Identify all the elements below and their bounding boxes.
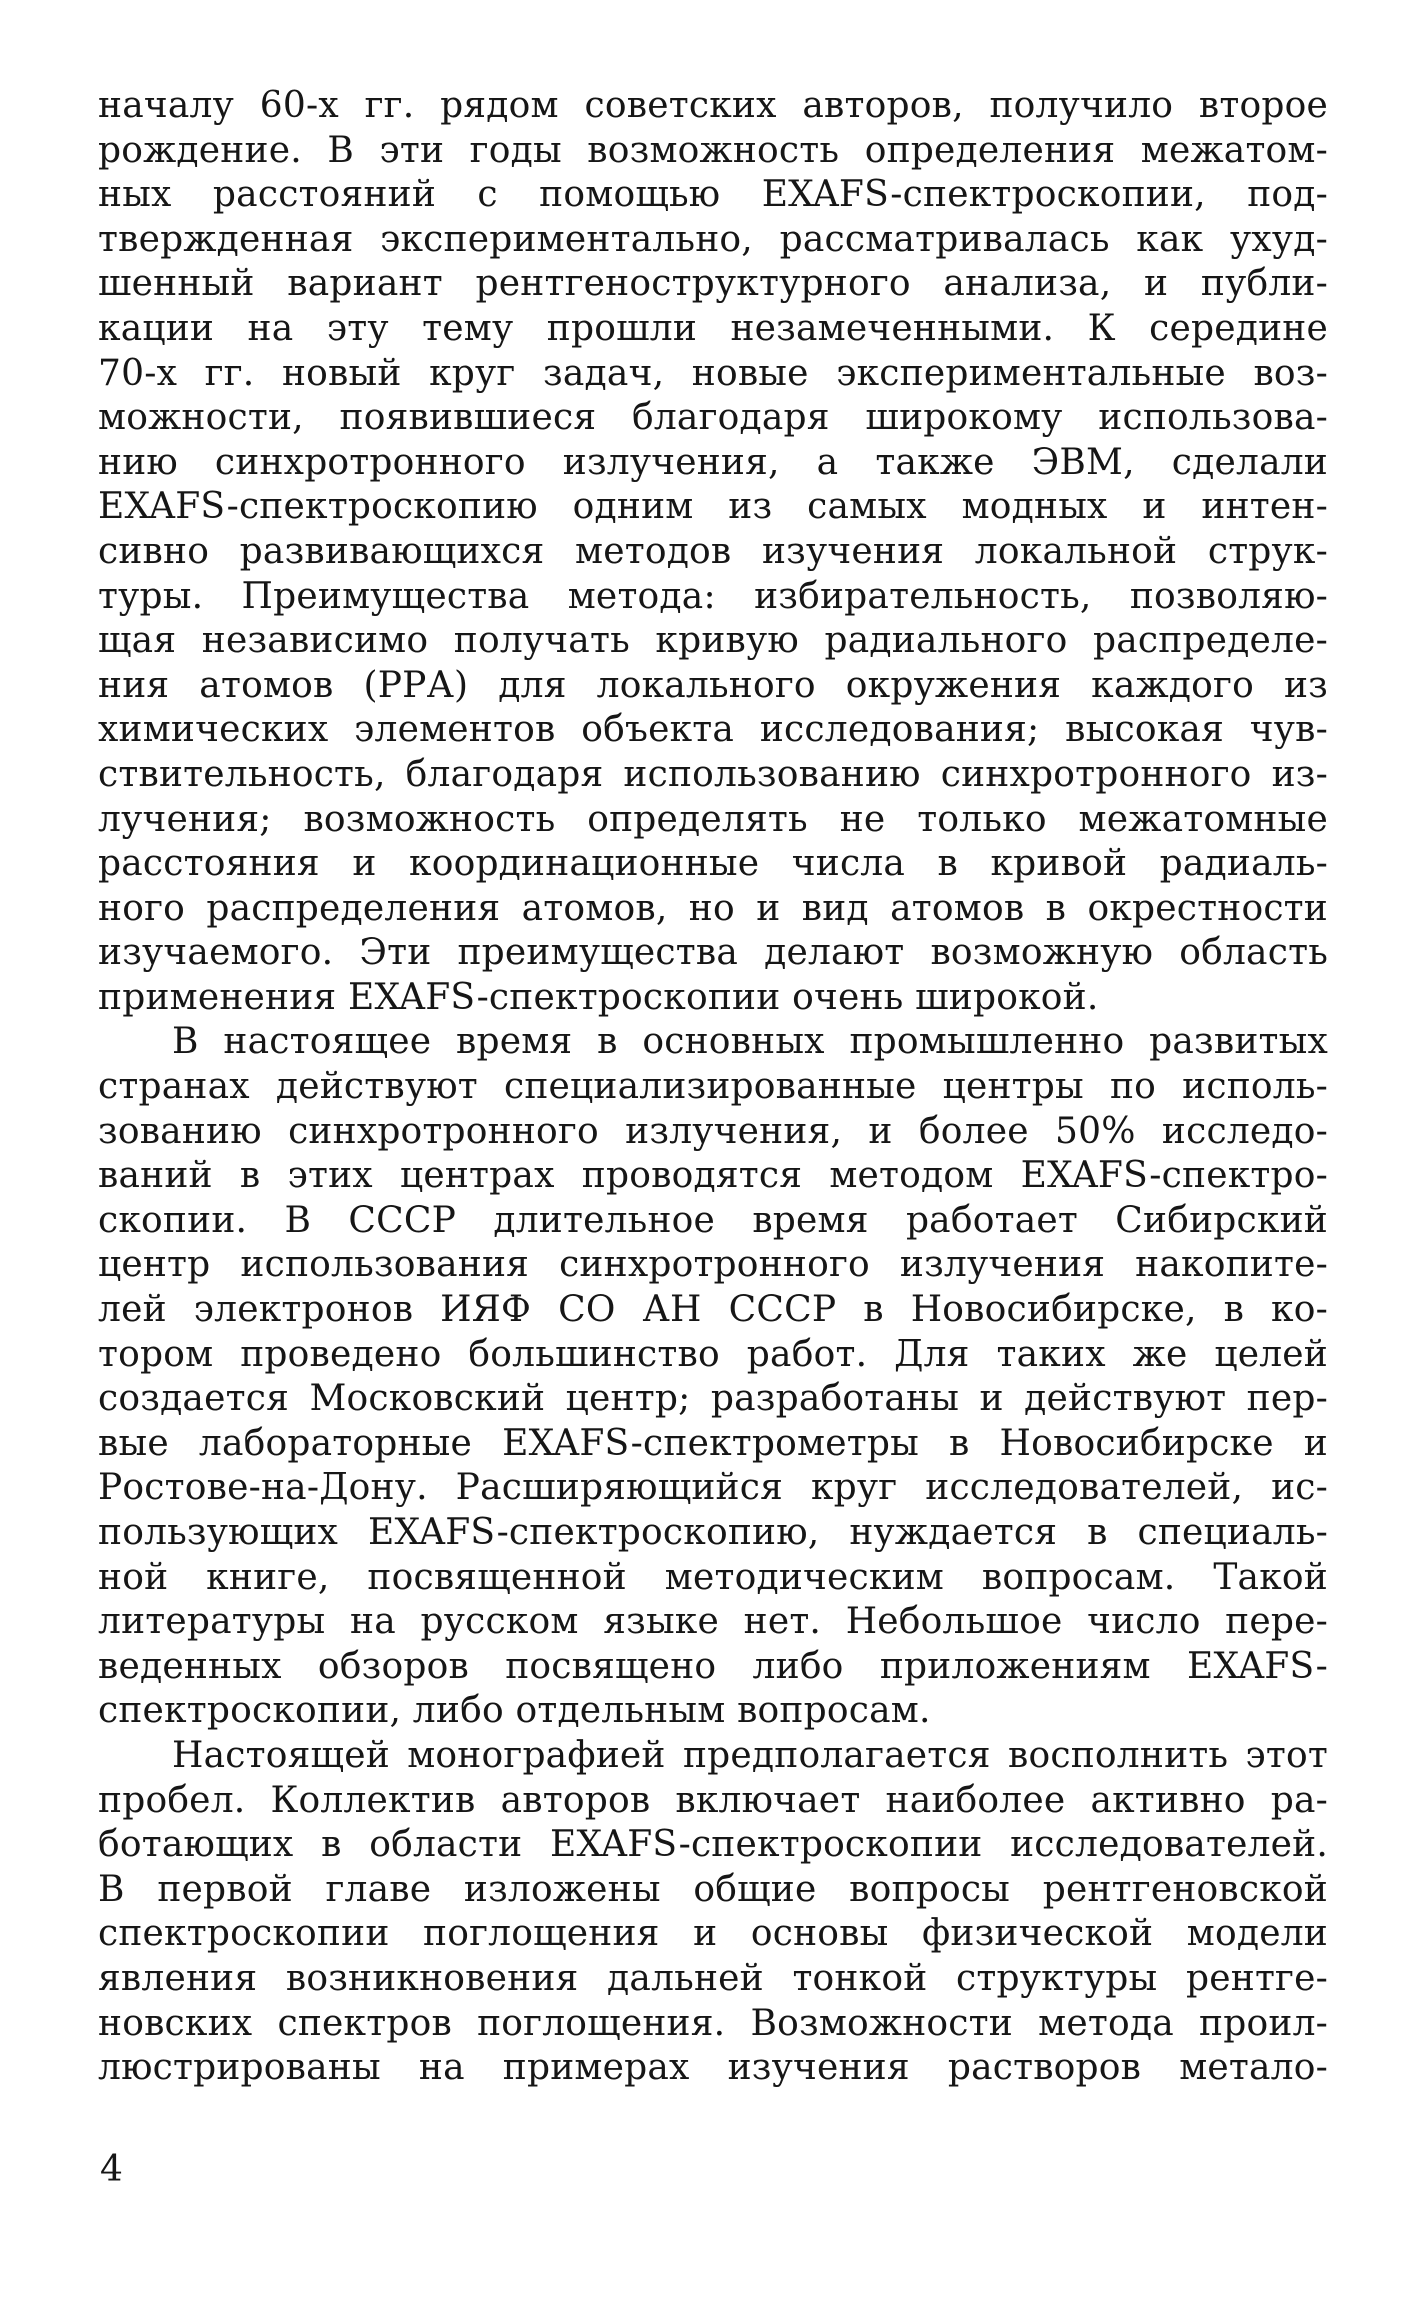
text-line: ботающих в области EXAFS-спектроскопии исследователей. <box>98 1824 1328 1866</box>
text-line: кации на эту тему прошли незамеченными. К середине <box>98 307 1328 349</box>
text-line: ной книге, посвященной методическим вопросам. Такой <box>98 1556 1328 1598</box>
text-line: люстрированы на примерах изучения растворов метало- <box>98 2047 1328 2089</box>
paragraph-1 <box>98 84 1328 1020</box>
text-line: туры. Преимущества метода: избирательность, позволяю- <box>98 575 1328 617</box>
text-line: твержденная экспериментально, рассматривалась как ухуд- <box>98 218 1328 260</box>
text-line: лей электронов ИЯФ СО АН СССР в Новосибирске, в ко- <box>98 1289 1328 1331</box>
text-line: В настоящее время в основных промышленно развитых <box>172 1021 1328 1063</box>
text-line: центр использования синхротронного излучения накопите- <box>98 1244 1328 1286</box>
text-line: Настоящей монографией предполагается восполнить этот <box>172 1734 1328 1776</box>
text-line: пробел. Коллектив авторов включает наиболее активно ра- <box>98 1779 1328 1821</box>
text-line: скопии. В СССР длительное время работает Сибирский <box>98 1199 1328 1241</box>
text-line: лучения; возможность определять не только межатомные <box>98 798 1328 840</box>
page-number: 4 <box>100 2149 123 2190</box>
text-line: веденных обзоров посвящено либо приложениям EXAFS- <box>98 1645 1328 1687</box>
text-line: сивно развивающихся методов изучения локальной струк- <box>98 530 1328 572</box>
text-line: странах действуют специализированные центры по исполь- <box>98 1066 1328 1108</box>
text-line: ваний в этих центрах проводятся методом EXAFS-спектро- <box>98 1155 1328 1197</box>
text-line: ных расстояний с помощью EXAFS-спектроскопии, под- <box>98 174 1328 216</box>
text-line: ствительность, благодаря использованию синхротронного из- <box>98 753 1328 795</box>
text-line: спектроскопии поглощения и основы физической модели <box>98 1913 1328 1955</box>
text-line: изучаемого. Эти преимущества делают возможную область <box>98 932 1328 974</box>
text-line: рождение. В эти годы возможность определения межатом- <box>98 129 1328 171</box>
text-line: ного распределения атомов, но и вид атомов в окрестности <box>98 887 1328 929</box>
text-line: EXAFS-спектроскопию одним из самых модных и интен- <box>98 486 1328 528</box>
text-line: нию синхротронного излучения, а также ЭВМ, сделали <box>98 441 1328 483</box>
text-line: вые лабораторные EXAFS-спектрометры в Новосибирске и <box>98 1422 1328 1464</box>
text-line: новских спектров поглощения. Возможности метода проил- <box>98 2002 1328 2044</box>
text-line: щая независимо получать кривую радиального распределе- <box>98 620 1328 662</box>
text-line: создается Московский центр; разработаны и действуют пер- <box>98 1378 1328 1420</box>
text-line: зованию синхротронного излучения, и более 50% исследо- <box>98 1110 1328 1152</box>
text-line: ния атомов (РРА) для локального окружения каждого из <box>98 664 1328 706</box>
text-line: тором проведено большинство работ. Для таких же целей <box>98 1333 1328 1375</box>
text-line: пользующих EXAFS-спектроскопию, нуждается в специаль- <box>98 1512 1328 1553</box>
text-line: литературы на русском языке нет. Небольшое число пере- <box>98 1601 1328 1643</box>
text-line: расстояния и координационные числа в кривой радиаль- <box>98 843 1328 885</box>
text-line: явления возникновения дальней тонкой структуры рентге- <box>98 1957 1328 1999</box>
text-line: В первой главе изложены общие вопросы рентгеновской <box>98 1868 1328 1910</box>
text-column <box>98 84 1328 2091</box>
text-line: химических элементов объекта исследования; высокая чув- <box>98 709 1328 751</box>
text-line: спектроскопии, либо отдельным вопросам. <box>98 1690 931 1732</box>
paragraph-3 <box>98 1734 1328 2091</box>
text-line: 70-х гг. новый круг задач, новые экспериментальные воз- <box>98 352 1328 394</box>
text-line: можности, появившиеся благодаря широкому использова- <box>98 397 1328 439</box>
text-line: началу 60-х гг. рядом советских авторов, получило второе <box>98 85 1328 126</box>
text-line: шенный вариант рентгеноструктурного анализа, и публи- <box>98 263 1328 305</box>
paragraph-2 <box>98 1020 1328 1734</box>
text-line: Ростове-на-Дону. Расширяющийся круг исследователей, ис- <box>98 1467 1328 1509</box>
text-line: применения EXAFS-спектроскопии очень широкой. <box>98 976 1099 1018</box>
